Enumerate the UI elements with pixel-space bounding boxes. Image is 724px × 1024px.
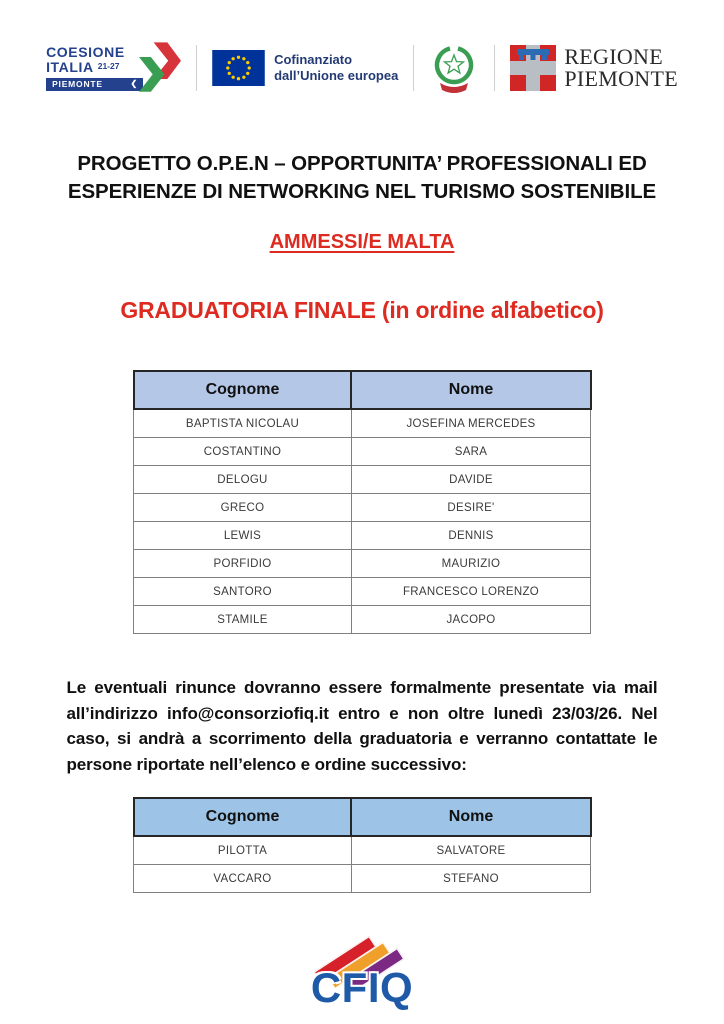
cognome-cell: LEWIS [134, 522, 352, 550]
cognome-cell: SANTORO [134, 578, 352, 606]
eu-text-line2: dall’Unione europea [274, 68, 399, 83]
table-row [134, 494, 591, 522]
table-header-row [134, 371, 591, 409]
cognome-cell: STAMILE [134, 606, 352, 634]
eu-logo-text [274, 52, 398, 85]
nome-cell: STEFANO [351, 865, 590, 893]
cfiq-logo [282, 937, 442, 1017]
table-row [134, 836, 591, 865]
eu-flag-icon [212, 50, 265, 86]
cognome-cell: DELOGU [134, 466, 352, 494]
nome-cell: DENNIS [351, 522, 590, 550]
cfiq-logo-text: CFIQ [310, 964, 414, 1012]
cognome-cell: COSTANTINO [134, 438, 352, 466]
regione-piemonte-logo [510, 45, 678, 91]
subtitle-ammessi: AMMESSI/E MALTA [269, 231, 455, 254]
table-row [134, 466, 591, 494]
nome-cell: JOSEFINA MERCEDES [351, 409, 590, 438]
header-divider [494, 45, 495, 91]
coesione-chevrons-icon [139, 40, 181, 96]
cognome-cell: VACCARO [134, 865, 352, 893]
header-divider [196, 45, 197, 91]
nome-cell: DESIRE' [351, 494, 590, 522]
column-header-cognome: Cognome [134, 371, 352, 409]
table-row [134, 865, 591, 893]
italian-republic-emblem-icon [429, 40, 479, 96]
reserve-table [133, 797, 592, 893]
table-row [134, 550, 591, 578]
regione-line2: PIEMONTE [564, 66, 678, 91]
piemonte-badge-label: PIEMONTE [52, 78, 103, 89]
coesione-years: 21-27 [97, 61, 120, 72]
page-title-line1: PROGETTO O.P.E.N – OPPORTUNITA’ PROFESSIONALI ED [77, 152, 647, 175]
page-title-line2: ESPERIENZE DI NETWORKING NEL TURISMO SOSTENIBILE [67, 179, 657, 203]
cognome-cell: PILOTTA [134, 836, 352, 865]
coesione-line1: COESIONE [46, 44, 125, 61]
regione-logo-text [564, 46, 678, 89]
table-row [134, 409, 591, 438]
nome-cell: MAURIZIO [351, 550, 590, 578]
admitted-table [133, 370, 592, 634]
table-header-row [134, 798, 591, 836]
eu-text-line1: Cofinanziato [274, 51, 353, 67]
nome-cell: FRANCESCO LORENZO [351, 578, 590, 606]
left-chevron-icon: ❮ [130, 79, 139, 89]
ranking-title: GRADUATORIA FINALE (in ordine alfabetico) [120, 297, 604, 324]
nome-cell: DAVIDE [351, 466, 590, 494]
column-header-cognome: Cognome [134, 798, 352, 836]
regione-line1: REGIONE [564, 44, 663, 70]
cognome-cell: GRECO [134, 494, 352, 522]
nome-cell: SALVATORE [351, 836, 590, 865]
cognome-cell: PORFIDIO [134, 550, 352, 578]
logo-header [0, 0, 724, 106]
table-row [134, 438, 591, 466]
coesione-line2: ITALIA $^{21-27}$ [46, 59, 120, 76]
table-row [134, 606, 591, 634]
column-header-nome: Nome [351, 798, 590, 836]
eu-cofinanced-logo [212, 50, 398, 86]
table-row [134, 522, 591, 550]
nome-cell: SARA [351, 438, 590, 466]
page-title [52, 150, 672, 205]
cognome-cell: BAPTISTA NICOLAU [134, 409, 352, 438]
piemonte-shield-icon [510, 45, 556, 91]
nome-cell: JACOPO [351, 606, 590, 634]
piemonte-badge [46, 78, 143, 91]
header-divider [413, 45, 414, 91]
coesione-logo-text [46, 45, 143, 90]
table-row [134, 578, 591, 606]
coesione-italia-logo [46, 40, 181, 96]
column-header-nome: Nome [351, 371, 590, 409]
renunciation-note: Le eventuali rinunce dovranno essere formalmente presentate via mail all’indirizzo info@consorziofiq.it entro e non oltre lunedì 23/03/26. Nel caso, si andrà a scorrimento della graduatoria e verranno contattate le persone riportate nell’elenco e ordine successivo: [66, 678, 658, 774]
